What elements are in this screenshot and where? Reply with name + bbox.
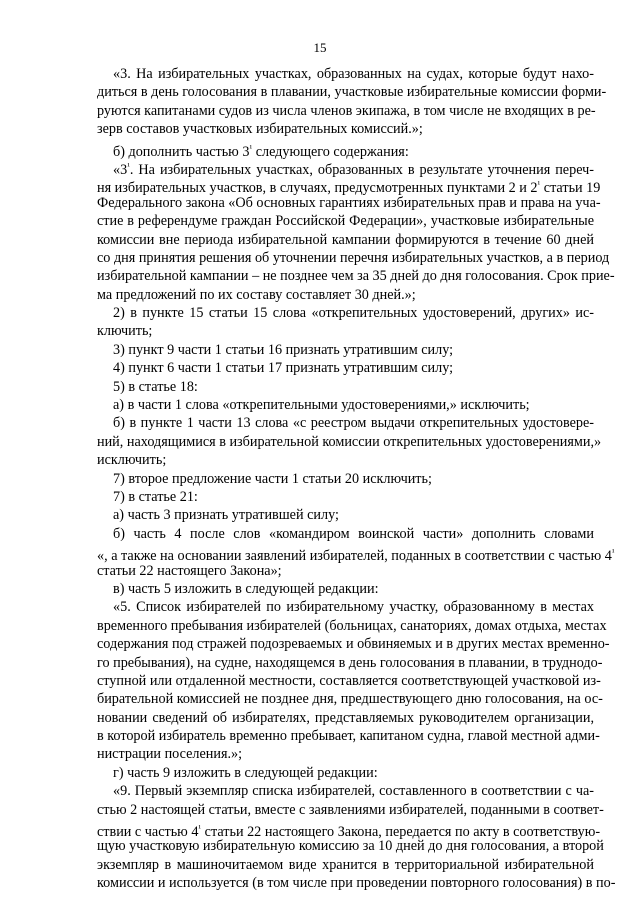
text-line: стью 2 настоящей статьи, вместе с заявлениями избирателей, поданными в соответ- [97,801,604,818]
text-line: статьи 22 настоящего Закона»; [97,562,282,579]
text-line: 7) второе предложение части 1 статьи 20 исключить; [113,470,432,487]
text-line: стие в референдуме граждан Российской Федерации», участковые избирательные [97,213,594,230]
text-line: со дня принятия решения об уточнении перечня избирательных участков, а в период [97,249,610,266]
text-line: ключить; [97,323,153,340]
text-line: а) в части 1 слова «открепительными удостоверениями,» исключить; [113,397,530,414]
page-number: 15 [313,40,327,55]
text-line: а) часть 3 признать утратившей силу; [113,507,339,524]
text-line: б) дополнить частью $3^{^1}$ следующего содержания: [113,142,409,160]
text-line: ний, находящимися в избирательной комиссии открепительных удостоверениями,» [97,433,602,450]
text-line: диться в день голосования в плавании, участковые избирательные комиссии форми- [97,84,607,101]
text-line: зерв составов участковых избирательных комиссий.»; [97,121,423,138]
text-line: исключить; [97,452,167,469]
text-line: «3. На избирательных участках, образованных на судах, которые будут нахо- [113,66,594,82]
text-line: нистрации поселения.»; [97,746,243,763]
text-line: го пребывания), на судне, находящемся в день голосования в плавании, в труднодо- [97,654,603,671]
text-line: временного пребывания избирателей (больницах, санаториях, домах отдыха, местах [97,617,607,634]
text-line: бирательной комиссией не позднее дня, предшествующего дню голосования, на ос- [97,691,603,708]
text-line: ня избирательных участков, в случаях, предусмотренных пунктами 2 и $2^{^1}$ статьи 19 [97,179,601,197]
text-line: 7) в статье 21: [113,488,198,505]
text-line: «5. Список избирателей по избирательному участку, образованному в местах [113,599,594,616]
text-line: в) часть 5 изложить в следующей редакции: [113,580,379,597]
text-line: новании сведений об избирателях, представляемых руководителем организации, [97,709,594,726]
document-body [97,65,616,893]
text-line: г) часть 9 изложить в следующей редакции: [113,764,378,781]
text-line: Федерального закона «Об основных гарантиях избирательных прав и права на уча- [97,194,601,211]
text-line: 2) в пункте 15 статьи 15 слова «открепительных удостоверений, других» ис- [113,305,594,322]
text-line: «, а также на основании заявлений избирателей, поданных в соответствии с частью $4^{^1}$ [97,547,615,565]
text-line: щую участковую избирательную комиссию за 10 дней до дня голосования, а второй [97,838,604,855]
text-line: 4) пункт 6 части 1 статьи 17 признать утратившим силу; [113,360,454,377]
text-line: комиссии вне периода избирательной кампании формируются в течение 60 дней [97,231,594,248]
text-line: 5) в статье 18: [113,378,198,395]
text-line: содержания под стражей подозреваемых и обвиняемых и в других местах временно- [97,636,610,653]
text-line: б) в пункте 1 части 13 слова «с реестром выдачи открепительных удостовере- [113,415,594,432]
text-line: ступной или отдаленной местности, составляется соответствующей участковой из- [97,672,601,689]
text-line: избирательной кампании – не позднее чем за 35 дней до дня голосования. Срок прие- [97,268,615,285]
text-line: экземпляр в машиночитаемом виде хранится в территориальной избирательной [97,856,594,873]
text-line: ствии с частью $4^{^1}$ статьи 22 настоящего Закона, передается по акту в соответствую- [97,823,601,841]
text-line: б) часть 4 после слов «командиром воинской части» дополнить словами [113,525,594,542]
text-line: руются капитанами судов из числа членов экипажа, в том числе не входящих в ре- [97,102,596,119]
text-line: комиссии и используется (в том числе при проведении повторного голосования) в по- [97,875,616,892]
text-line: в которой избиратель временно пребывает, капитаном судна, главой местной адми- [97,728,600,745]
text-line: «9. Первый экземпляр списка избирателей, составленного в соответствии с ча- [113,783,594,800]
text-line: 3) пункт 9 части 1 статьи 16 признать утратившим силу; [113,341,454,358]
text-line: «$3^{^1}$. На избирательных участках, образованных в результате уточнения переч- [113,160,594,178]
text-line: ма предложений по их составу составляет 30 дней.»; [97,286,416,303]
